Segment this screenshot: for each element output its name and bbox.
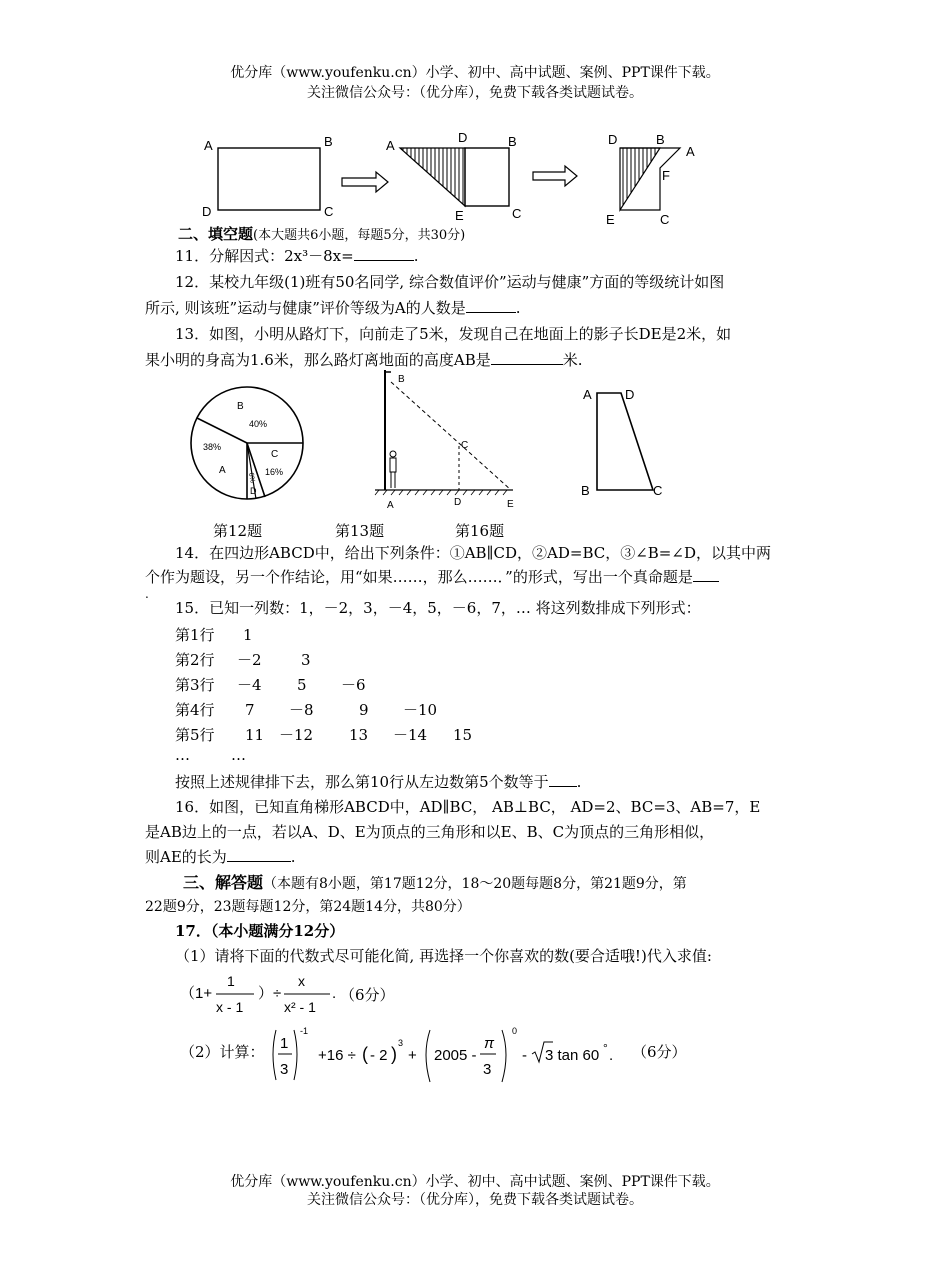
row-value: －12 (279, 726, 314, 744)
trap-label: C (653, 483, 663, 498)
row-value: －4 (237, 676, 262, 694)
answer-blank (466, 312, 516, 313)
fig-label: A (386, 138, 395, 153)
row-value: 5 (297, 676, 307, 694)
svg-text:（1+: （1+ (180, 985, 213, 1002)
fig-label: D (608, 132, 618, 147)
q15-row-5 (175, 724, 472, 745)
svg-text:2005 -: 2005 - (434, 1047, 477, 1064)
dots: … (175, 746, 190, 764)
svg-text:）÷: ）÷ (258, 985, 282, 1002)
svg-text:.: . (609, 1047, 614, 1064)
fig-label: B (324, 134, 333, 149)
fig-label: D (458, 130, 468, 145)
q14-text: 个作为题设，另一个作结论，用“如果……，那么……．”的形式，写出一个真命题是 (145, 568, 693, 586)
row-value: 7 (245, 701, 255, 719)
q14-end-period: . (145, 587, 149, 601)
svg-text:3: 3 (280, 1061, 289, 1078)
pie-label: D (250, 486, 257, 496)
q15-intro: 15．已知一列数：1，－2，3，－4，5，－6，7，… 将这列数排成下列形式： (175, 599, 701, 617)
arrow-icon (533, 166, 577, 186)
svg-text:): ) (391, 1044, 397, 1064)
svg-text:-1: -1 (300, 1026, 309, 1036)
lamp-label: C (461, 440, 469, 451)
row-value: 11 (245, 726, 265, 744)
answer-blank (693, 581, 719, 582)
svg-text:- 2: - 2 (370, 1047, 388, 1064)
svg-text:°: ° (603, 1041, 608, 1055)
caption-q13: 第13题 (335, 522, 385, 540)
q15-row-2 (175, 649, 311, 670)
svg-text:+: + (408, 1047, 417, 1064)
fig-label: A (204, 138, 213, 153)
row-value: 9 (359, 701, 369, 719)
pie-label: A (219, 465, 226, 476)
section-2-title: 二、填空题 (178, 225, 254, 243)
top-figure (190, 128, 710, 228)
lamp-label: D (454, 497, 462, 508)
q17-title: 17．（本小题满分12分） (175, 922, 345, 940)
svg-text:x² - 1: x² - 1 (284, 999, 316, 1015)
fig-label: C (324, 204, 334, 219)
light-ray (391, 382, 511, 490)
pie-label: 40% (249, 419, 268, 429)
q17-expression-1 (180, 968, 440, 1024)
svg-text:1: 1 (227, 973, 235, 989)
pie-figure (185, 385, 310, 505)
row-value: －10 (403, 701, 438, 719)
row-value: 13 (349, 726, 369, 744)
q11: 11．分解因式：2x³－8x= . (175, 247, 419, 265)
row-value: 3 (301, 651, 311, 669)
answer-blank (227, 861, 291, 862)
arrow-icon (342, 172, 388, 192)
svg-text:3: 3 (483, 1061, 492, 1078)
q15-dots (175, 746, 246, 764)
fig-shaded-triangle (620, 148, 660, 210)
lamp-figure (365, 368, 525, 513)
fig-label: F (662, 168, 670, 183)
person-icon (390, 451, 396, 457)
section-3-heading (183, 873, 853, 894)
q17-part-1: （1）请将下面的代数式尽可能化简, 再选择一个你喜欢的数(要合适哦!)代入求值: (175, 947, 712, 965)
q15-row-1 (175, 624, 253, 645)
svg-text:0: 0 (512, 1026, 518, 1036)
fig-label: B (508, 134, 517, 149)
pie-label: 16% (265, 467, 284, 477)
ground-hatch (375, 490, 507, 495)
trapezoid-figure (575, 385, 670, 500)
caption-q12: 第12题 (213, 522, 263, 540)
q15-row-3 (175, 674, 366, 695)
pie-label: B (237, 401, 244, 412)
lamp-label: A (387, 500, 394, 511)
fig-rectangle (218, 148, 320, 210)
dots: … (231, 746, 246, 764)
q12-text: 所示, 则该班”运动与健康”评价等级为A的人数是 (145, 299, 466, 317)
pie-divider (197, 418, 247, 443)
row-value: －6 (341, 676, 366, 694)
person-icon-body (390, 458, 396, 472)
row-value: 1 (243, 626, 253, 644)
row-value: 15 (453, 726, 473, 744)
row-label: 第5行 (175, 726, 215, 744)
lamp-label: B (398, 374, 405, 385)
svg-text:.: . (332, 985, 337, 1002)
fig-label: B (656, 132, 665, 147)
fig-shaded-triangle (400, 148, 465, 206)
q15-question-text: 按照上述规律排下去，那么第10行从左边数第5个数等于 (175, 773, 549, 791)
q13-line-1: 13．如图，小明从路灯下，向前走了5米，发现自己在地面上的影子长DE是2米，如 (175, 325, 732, 343)
svg-text:π: π (484, 1035, 495, 1052)
svg-text:x - 1: x - 1 (216, 999, 244, 1015)
q16-text: 则AE的长为 (145, 848, 227, 866)
q17-part-1-score: （6分） (340, 986, 395, 1004)
fig-square (465, 148, 509, 206)
q13-unit: 米. (562, 351, 583, 369)
svg-text:3 tan 60: 3 tan 60 (545, 1047, 600, 1064)
fig-label: D (202, 204, 212, 219)
svg-text:x: x (298, 973, 305, 989)
q13-line-2 (145, 350, 815, 370)
header-line-1: 优分库（www.youfenku.cn）小学、初中、高中试题、案例、PPT课件下载。 (230, 65, 720, 81)
q12-line-2: 所示, 则该班”运动与健康”评价等级为A的人数是 . (145, 299, 521, 317)
row-label: 第4行 (175, 701, 215, 719)
footer-line-2: 关注微信公众号：（优分库），免费下载各类试题试卷。 (307, 1192, 643, 1208)
row-label: 第2行 (175, 651, 215, 669)
q16-line-1: 16．如图，已知直角梯形ABCD中，AD∥BC， AB⊥BC， AD=2、BC=3、AB=7，E (175, 798, 761, 816)
row-value: －2 (237, 651, 262, 669)
section-2-note: (本大题共6小题，每题5分，共30分) (253, 228, 466, 243)
q12-line-1: 12．某校九年级(1)班有50名同学, 综合数值评价”运动与健康”方面的等级统计如图 (175, 273, 725, 291)
footer-line-1: 优分库（www.youfenku.cn）小学、初中、高中试题、案例、PPT课件下载。 (230, 1174, 720, 1190)
answer-blank (549, 786, 577, 787)
svg-text:-: - (522, 1047, 527, 1064)
q16-line-3: 则AE的长为 . (145, 848, 296, 866)
fig-label: E (606, 212, 615, 227)
header-line-2: 关注微信公众号：（优分库），免费下载各类试题试卷。 (307, 85, 643, 101)
svg-text:+16 ÷: +16 ÷ (318, 1047, 356, 1064)
fig-label: C (660, 212, 670, 227)
q11-text: 11．分解因式：2x³－8x= (175, 247, 354, 265)
row-label: 第3行 (175, 676, 215, 694)
q17-expression-2 (266, 1024, 626, 1086)
answer-blank (491, 364, 563, 365)
section-3-title: 三、解答题 (183, 873, 264, 892)
row-value: －8 (289, 701, 314, 719)
q17-part-2-score: （6分） (632, 1043, 687, 1061)
section-3-note: （本题有8小题，第17题12分，18～20题每题8分，第21题9分，第 (263, 876, 687, 892)
section-3-note-2: 22题9分，23题每题12分，第24题14分，共80分） (145, 899, 471, 915)
q14-line-1: 14．在四边形ABCD中，给出下列条件：①AB∥CD，②AD=BC，③∠B=∠D，以其中两 (175, 544, 771, 562)
trapezoid (597, 393, 653, 490)
svg-text:1: 1 (280, 1035, 289, 1052)
pie-label: C (271, 449, 279, 460)
q15-question: 按照上述规律排下去，那么第10行从左边数第5个数等于 . (175, 773, 582, 791)
answer-blank (354, 260, 414, 261)
trap-label: B (581, 483, 590, 498)
q15-row-4 (175, 699, 437, 720)
pie-label: 38% (203, 442, 222, 452)
svg-text:3: 3 (398, 1038, 404, 1048)
fig-label: C (512, 206, 522, 221)
row-value: －14 (393, 726, 428, 744)
lamp-label: E (507, 499, 514, 510)
caption-q16: 第16题 (455, 522, 505, 540)
svg-text:(: ( (362, 1044, 368, 1064)
fig-label: E (455, 208, 464, 223)
trap-label: A (583, 387, 592, 402)
row-label: 第1行 (175, 626, 215, 644)
fig-label: A (686, 144, 695, 159)
pie-label: 6% (247, 472, 256, 484)
q17-part-2-label: （2）计算： (180, 1043, 265, 1061)
q13-text: 果小明的身高为1.6米，那么路灯离地面的高度AB是 (145, 351, 491, 369)
trap-label: D (625, 387, 635, 402)
q16-line-2: 是AB边上的一点，若以A、D、E为顶点的三角形和以E、B、C为顶点的三角形相似， (145, 823, 715, 841)
section-2-heading (178, 224, 848, 246)
